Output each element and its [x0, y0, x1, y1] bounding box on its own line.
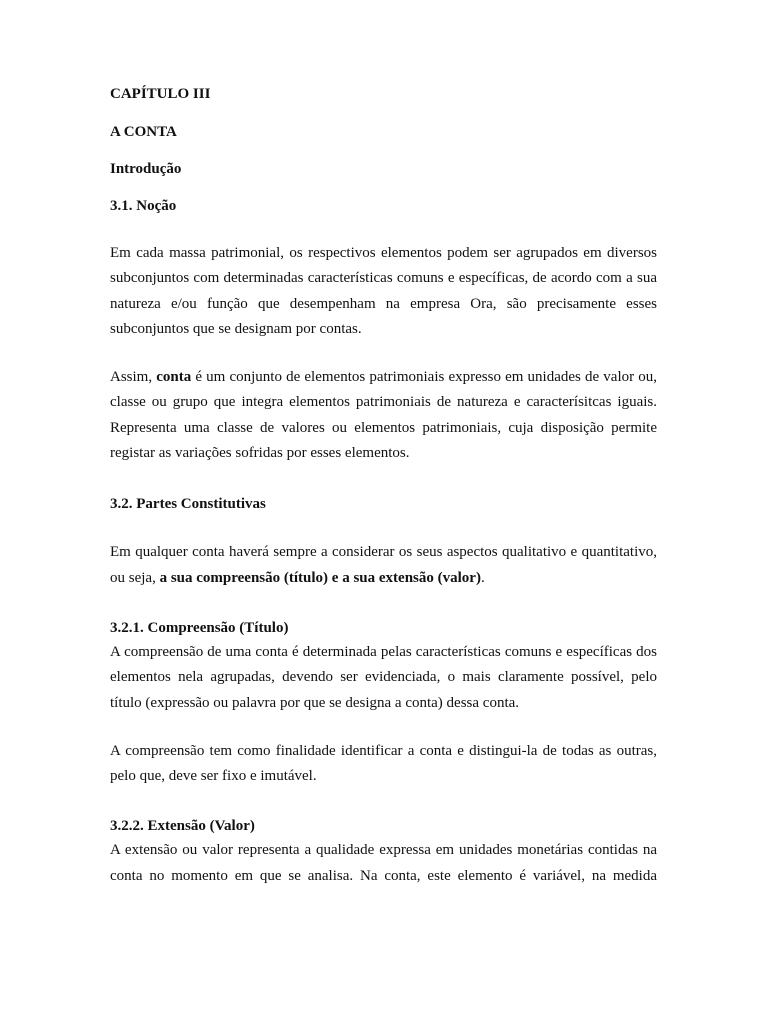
paragraph-compreensao: A compreensão de uma conta é determinada pelas características comuns e específicas dos elementos nela agrupadas, devendo ser evidenciada, o mais claramente possível, pelo título (expressão ou palavra por que se designa a conta) dessa conta. — [110, 643, 657, 711]
paragraph-nocao: Em cada massa patrimonial, os respectivos elementos podem ser agrupados em diversos subconjuntos com determinadas características comuns e específicas, de acordo com a sua natureza e/ou função que desempenham na empresa Ora, são precisamente esses subconjuntos que se designam por contas. — [110, 245, 657, 337]
heading-3-2-1: 3.2.1. Compreensão (Título) — [110, 619, 289, 636]
paragraph-partes — [110, 540, 657, 591]
paragraph-partes-start: Em qualquer conta haverá sempre a considerar os seus aspectos qualitativo e quantitativo, ou seja, — [110, 544, 657, 586]
heading-3-2-2: 3.2.2. Extensão (Valor) — [110, 818, 255, 835]
chapter-heading: CAPÍTULO III — [110, 86, 211, 102]
term-conta: conta — [156, 369, 192, 386]
document-page — [110, 84, 657, 889]
paragraph-compreensao-finalidade: A compreensão tem como finalidade identificar a conta e distingui-la de todas as outras, pelo que, deve ser fixo e imutável. — [110, 742, 657, 785]
section-title: A CONTA — [110, 124, 177, 140]
paragraph-definicao-start: Assim, — [110, 369, 157, 386]
heading-3-2: 3.2. Partes Constitutivas — [110, 496, 266, 513]
heading-3-1: 3.1. Noção — [110, 198, 177, 214]
paragraph-definicao-rest: é um conjunto de elementos patrimoniais expresso em unidades de valor ou, classe ou grupo que integra elementos patrimoniais de natureza e caracterísitcas iguais. Representa uma classe de valores ou elementos patrimoniais, cuja disposição permite registar as variações sofridas por esses elementos. — [110, 369, 657, 462]
paragraph-partes-end: . — [480, 569, 485, 586]
partes-bold-phrase: a sua compreensão (título) e a sua extensão (valor) — [159, 569, 481, 586]
paragraph-extensao: A extensão ou valor representa a qualidade expressa em unidades monetárias contidas na conta no momento em que se analisa. Na conta, este elemento é variável, na medida — [110, 842, 657, 884]
paragraph-definicao — [110, 365, 657, 466]
intro-heading: Introdução — [110, 161, 182, 177]
